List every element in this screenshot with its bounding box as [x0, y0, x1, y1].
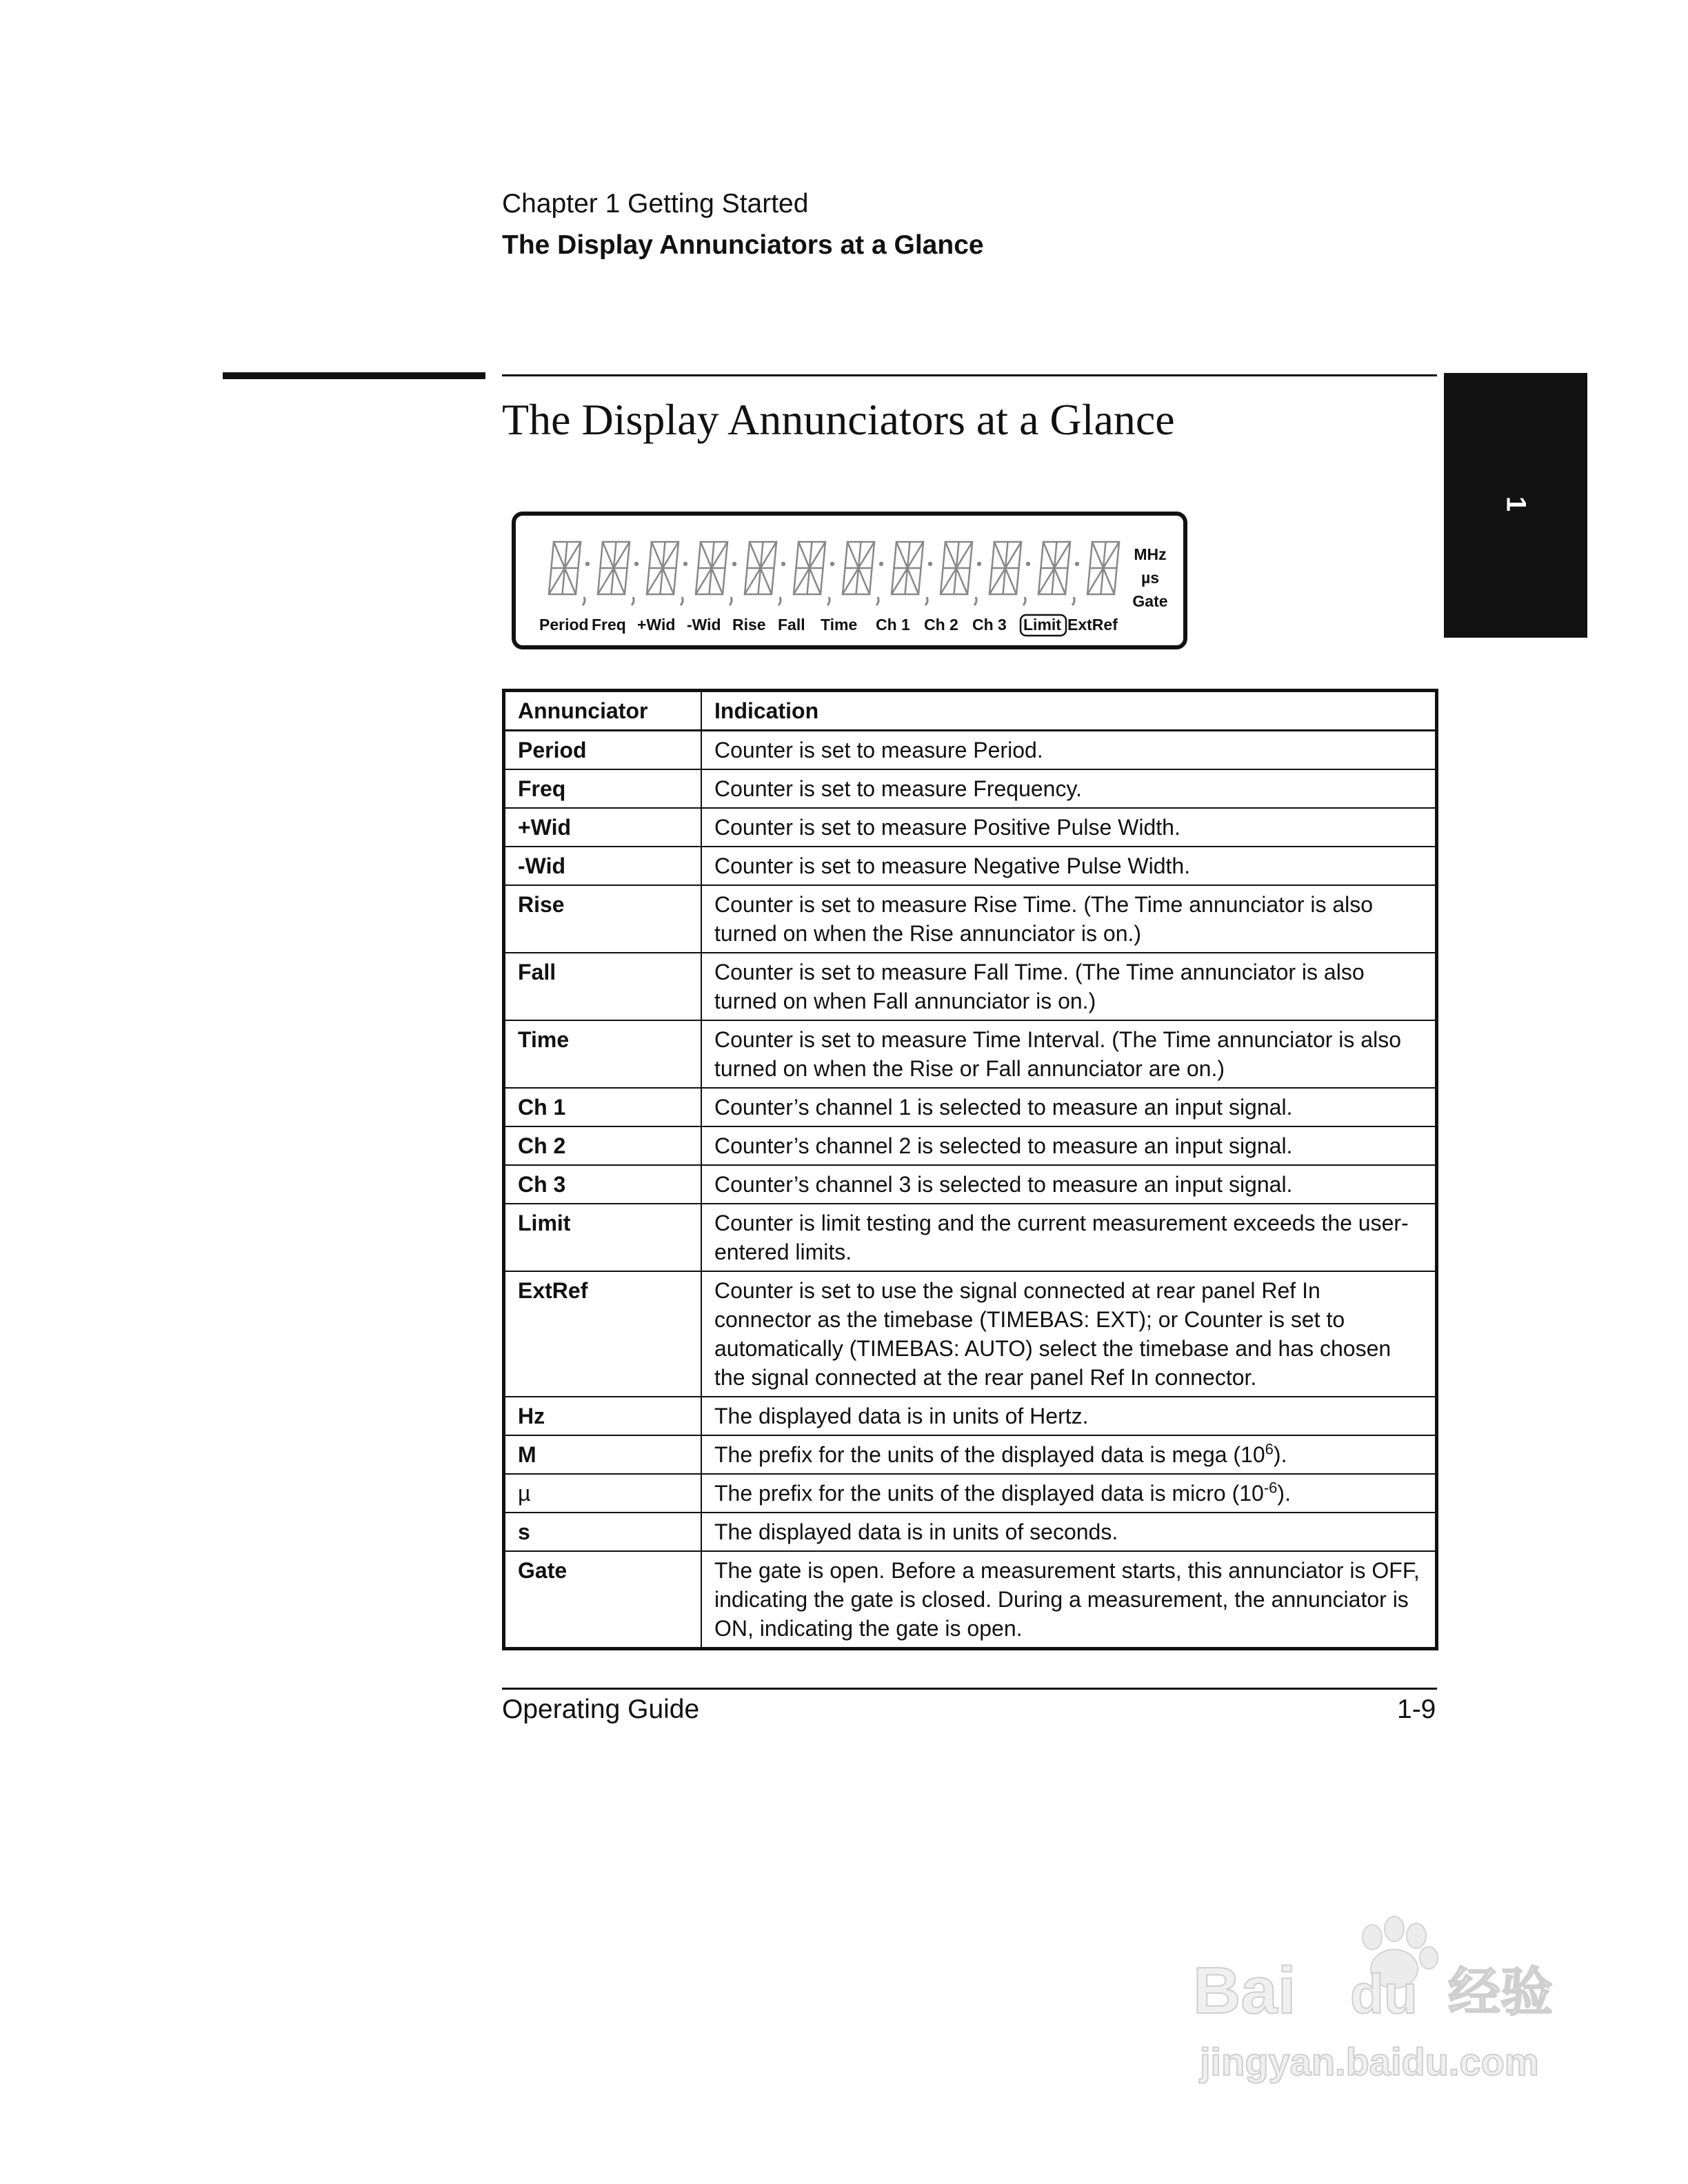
lcd-unit-label: Gate	[1132, 592, 1168, 610]
indication-exponent: 6	[1265, 1440, 1274, 1458]
annunciator-indication	[701, 1435, 1437, 1474]
display-diagram-svg	[516, 516, 1183, 645]
annunciator-indication: Counter’s channel 2 is selected to measure an input signal.	[701, 1126, 1437, 1165]
annunciator-indication: Counter is set to measure Frequency.	[701, 769, 1437, 808]
lcd-annunciator-label: Freq	[592, 616, 626, 634]
annunciator-indication: Counter is set to measure Time Interval. (The Time annunciator is also turned on when the Rise or Fall annunciator are on.)	[701, 1020, 1437, 1088]
lcd-comma	[876, 597, 878, 605]
footer-rule	[502, 1688, 1437, 1690]
table-row	[504, 808, 1437, 847]
table-row	[504, 847, 1437, 885]
annunciator-name: -Wid	[504, 847, 702, 885]
table-row	[504, 1088, 1437, 1126]
lcd-annunciator-label: Ch 1	[876, 616, 910, 634]
lcd-decimal-point	[977, 562, 981, 566]
lcd-annunciator-label: Fall	[778, 616, 805, 634]
table-row	[504, 1271, 1437, 1397]
table-row	[504, 769, 1437, 808]
lcd-annunciator-label: -Wid	[687, 616, 721, 634]
lcd-digit	[843, 542, 874, 594]
lcd-digit	[794, 542, 825, 594]
lcd-digit	[647, 542, 679, 594]
footer-guide-name: Operating Guide	[502, 1695, 700, 1724]
title-rule	[502, 374, 1437, 376]
lcd-comma	[974, 597, 976, 605]
table-row	[504, 1204, 1437, 1271]
table-row	[504, 1397, 1437, 1435]
lcd-comma	[778, 597, 781, 605]
indication-text: The prefix for the units of the displayed data is mega (10	[714, 1442, 1265, 1467]
chapter-tab-label: 1	[1500, 496, 1531, 512]
left-rule	[223, 372, 485, 379]
annunciator-indication: Counter is set to measure Fall Time. (The Time annunciator is also turned on when Fall annunciator is on.)	[701, 953, 1437, 1020]
annunciator-name: Hz	[504, 1397, 702, 1435]
annunciator-indication	[701, 1474, 1437, 1513]
annunciator-indication: Counter’s channel 1 is selected to measure an input signal.	[701, 1088, 1437, 1126]
annunciator-name: Ch 3	[504, 1165, 702, 1204]
watermark-brand-du: du	[1350, 1963, 1418, 2025]
lcd-digit	[745, 542, 776, 594]
annunciator-indication: Counter is set to measure Positive Pulse Width.	[701, 808, 1437, 847]
annunciator-name: Ch 2	[504, 1126, 702, 1165]
lcd-unit-label: µs	[1141, 569, 1160, 587]
watermark-url: jingyan.baidu.com	[1200, 2040, 1539, 2083]
lcd-comma	[1023, 597, 1025, 605]
table-row	[504, 1435, 1437, 1474]
lcd-decimal-point	[585, 562, 590, 566]
lcd-annunciator-label: Ch 2	[924, 616, 958, 634]
lcd-annunciator-label: Rise	[732, 616, 766, 634]
indication-text-end: ).	[1273, 1442, 1287, 1467]
table-row	[504, 1474, 1437, 1513]
lcd-annunciator-label: Time	[821, 616, 858, 634]
lcd-digit	[1038, 542, 1070, 594]
annunciator-indication: The displayed data is in units of seconds.	[701, 1513, 1437, 1551]
table-header-indication: Indication	[701, 691, 1437, 731]
lcd-decimal-point	[781, 562, 785, 566]
annunciator-name: Period	[504, 731, 702, 770]
watermark-cn: 经验	[1448, 1961, 1553, 2023]
table-body	[504, 731, 1437, 1649]
lcd-annunciator-label: +Wid	[637, 616, 676, 634]
annunciator-name: M	[504, 1435, 702, 1474]
annunciator-indication: The gate is open. Before a measurement starts, this annunciator is OFF, indicating the gate is closed. During a measurement, the annunciator is ON, indicating the gate is open.	[701, 1551, 1437, 1649]
lcd-digit	[989, 542, 1021, 594]
lcd-comma	[730, 597, 732, 605]
lcd-decimal-point	[928, 562, 932, 566]
lcd-digit	[941, 542, 972, 594]
annunciator-indication: The displayed data is in units of Hertz.	[701, 1397, 1437, 1435]
indication-text-end: ).	[1277, 1481, 1291, 1506]
running-header-section: The Display Annunciators at a Glance	[502, 230, 984, 260]
lcd-annunciator-label: Period	[539, 616, 589, 634]
annunciator-table	[502, 689, 1438, 1650]
lcd-decimal-point	[732, 562, 736, 566]
baidu-watermark	[1172, 1903, 1586, 2110]
lcd-decimal-point	[1075, 562, 1079, 566]
annunciator-name: Time	[504, 1020, 702, 1088]
table-row	[504, 1551, 1437, 1649]
annunciator-indication: Counter is set to measure Period.	[701, 731, 1437, 770]
annunciator-indication: Counter’s channel 3 is selected to measure an input signal.	[701, 1165, 1437, 1204]
chapter-tab	[1444, 373, 1587, 638]
lcd-decimal-point	[683, 562, 687, 566]
lcd-comma	[925, 597, 927, 605]
lcd-annunciator-label: ExtRef	[1067, 616, 1118, 634]
lcd-annunciator-label: Ch 3	[972, 616, 1007, 634]
annunciator-indication: Counter is set to measure Negative Pulse Width.	[701, 847, 1437, 885]
lcd-comma	[583, 597, 585, 605]
lcd-digit	[696, 542, 727, 594]
running-header-chapter: Chapter 1 Getting Started	[502, 189, 809, 219]
table-header-row	[504, 691, 1437, 731]
annunciator-name: s	[504, 1513, 702, 1551]
lcd-decimal-point	[879, 562, 883, 566]
lcd-digit	[598, 542, 630, 594]
table-row	[504, 953, 1437, 1020]
lcd-digit	[892, 542, 923, 594]
table-row	[504, 731, 1437, 770]
annunciator-name: +Wid	[504, 808, 702, 847]
lcd-decimal-point	[634, 562, 639, 566]
annunciator-name: Rise	[504, 885, 702, 953]
annunciator-indication: Counter is limit testing and the current measurement exceeds the user-entered limits.	[701, 1204, 1437, 1271]
lcd-unit-label: MHz	[1134, 545, 1167, 563]
annunciator-name: Freq	[504, 769, 702, 808]
annunciator-indication: Counter is set to measure Rise Time. (The Time annunciator is also turned on when the Rise annunciator is on.)	[701, 885, 1437, 953]
display-diagram	[512, 512, 1187, 649]
footer-page-number: 1-9	[1397, 1695, 1436, 1724]
annunciator-name: Gate	[504, 1551, 702, 1649]
table-row	[504, 1513, 1437, 1551]
lcd-digit	[1087, 542, 1119, 594]
annunciator-name: Limit	[504, 1204, 702, 1271]
lcd-decimal-point	[1026, 562, 1030, 566]
table-row	[504, 1126, 1437, 1165]
table-row	[504, 885, 1437, 953]
annunciator-name: µ	[504, 1474, 702, 1513]
page-title: The Display Annunciators at a Glance	[502, 395, 1175, 444]
annunciator-indication: Counter is set to use the signal connected at rear panel Ref In connector as the timebase (TIMEBAS: EXT); or Counter is set to automatically (TIMEBAS: AUTO) select the timebase and has chosen the signal connected at the rear panel Ref In connector.	[701, 1271, 1437, 1397]
lcd-comma	[827, 597, 830, 605]
lcd-comma	[681, 597, 683, 605]
lcd-comma	[1072, 597, 1074, 605]
annunciator-name: Fall	[504, 953, 702, 1020]
annunciator-name: ExtRef	[504, 1271, 702, 1397]
indication-text: The prefix for the units of the displayed data is micro (10	[714, 1481, 1264, 1506]
lcd-decimal-point	[830, 562, 834, 566]
table-header-annunciator: Annunciator	[504, 691, 702, 731]
table-row	[504, 1020, 1437, 1088]
lcd-annunciator-label: Limit	[1023, 616, 1061, 634]
lcd-comma	[632, 597, 634, 605]
annunciator-name: Ch 1	[504, 1088, 702, 1126]
watermark-brand: Bai	[1193, 1954, 1296, 2028]
lcd-digit	[549, 542, 581, 594]
table-row	[504, 1165, 1437, 1204]
indication-exponent: -6	[1263, 1479, 1278, 1497]
